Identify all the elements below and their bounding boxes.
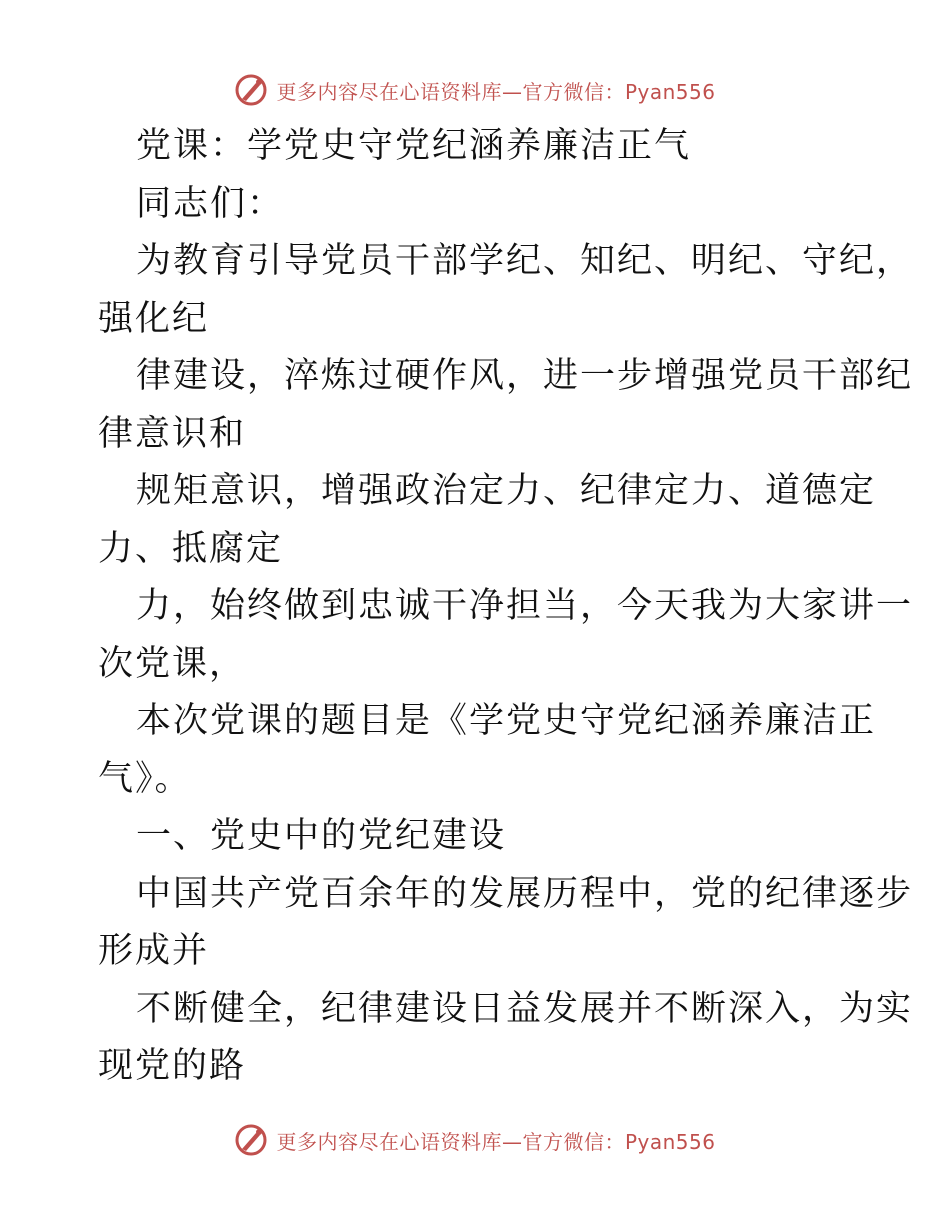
document-title: 党课：学党史守党纪涵养廉洁正气 bbox=[136, 126, 692, 166]
footer-banner-text: 更多内容尽在心语资料库—官方微信：Pyan556 bbox=[276, 1129, 716, 1154]
body-line: 形成并 bbox=[98, 931, 210, 971]
body-line: 中国共产党百余年的发展历程中，党的纪律逐步 bbox=[136, 873, 914, 914]
body-line: 力，始终做到忠诚干净担当，今天我为大家讲一 bbox=[136, 586, 914, 626]
body-line: 次党课， bbox=[98, 643, 247, 684]
document-body bbox=[98, 118, 914, 1096]
footer-banner bbox=[0, 1120, 950, 1160]
body-line: 气》。 bbox=[98, 758, 192, 799]
body-line: 为教育引导党员干部学纪、知纪、明纪、守纪， bbox=[136, 241, 914, 281]
body-line: 现党的路 bbox=[98, 1046, 247, 1086]
body-line: 规矩意识，增强政治定力、纪律定力、道德定 bbox=[136, 471, 877, 511]
body-line: 本次党课的题目是《学党史守党纪涵养廉洁正 bbox=[136, 701, 877, 741]
header-banner bbox=[0, 70, 950, 110]
body-line: 律建设，淬炼过硬作风，进一步增强党员干部纪 bbox=[136, 356, 914, 396]
body-line: 律意识和 bbox=[98, 413, 247, 454]
salutation: 同志们： bbox=[136, 183, 285, 224]
ink-pen-logo-icon bbox=[234, 1123, 268, 1157]
body-line: 力、抵腐定 bbox=[98, 528, 284, 569]
ink-pen-logo-icon bbox=[234, 73, 268, 107]
section-heading: 一、党史中的党纪建设 bbox=[136, 816, 507, 856]
header-banner-text: 更多内容尽在心语资料库—官方微信：Pyan556 bbox=[276, 79, 716, 104]
body-line: 不断健全，纪律建设日益发展并不断深入，为实 bbox=[136, 988, 914, 1029]
body-line: 强化纪 bbox=[98, 298, 210, 339]
